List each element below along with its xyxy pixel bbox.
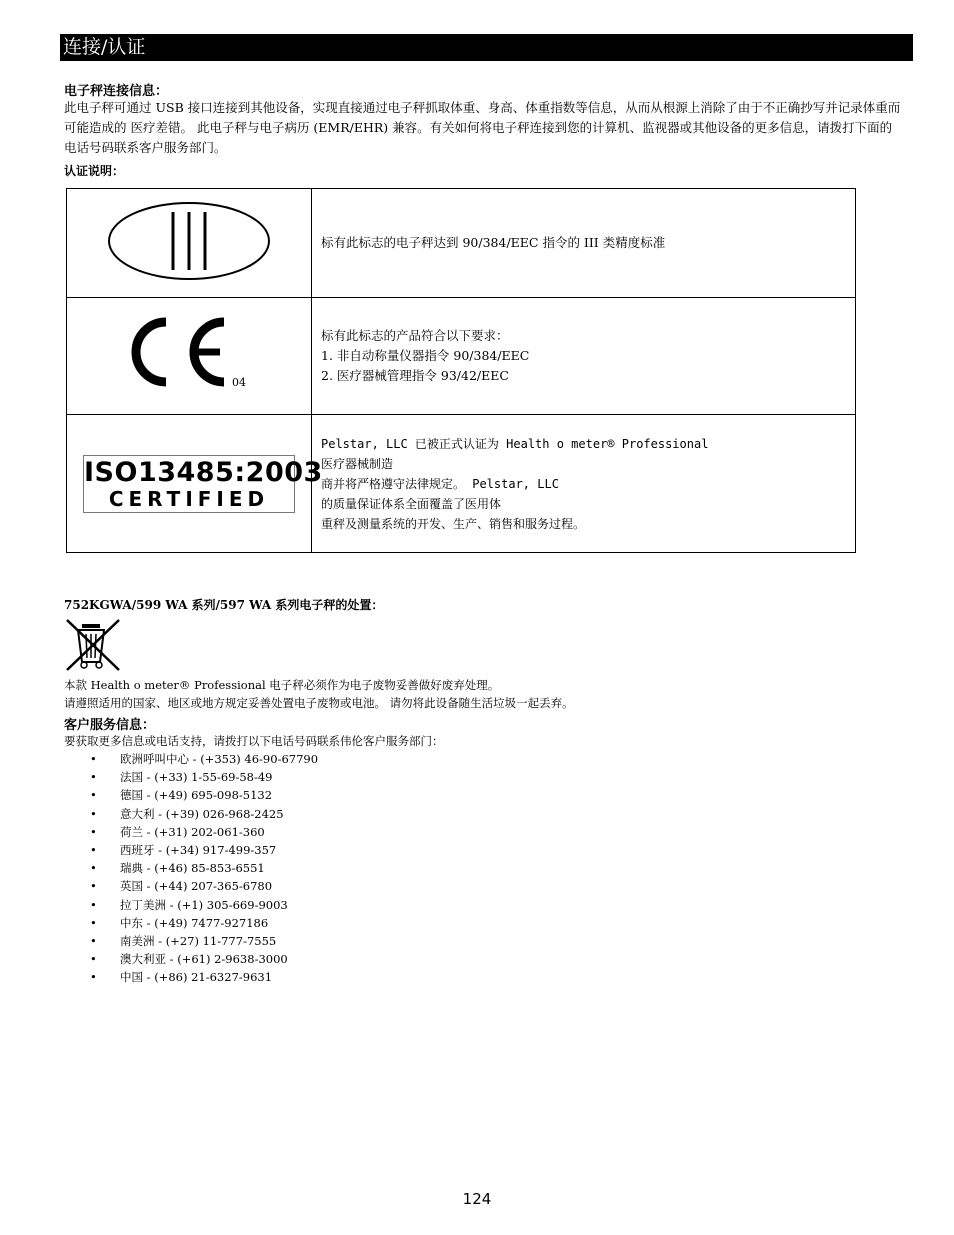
iso-text-line-3: 商并将严格遵守法律规定。 Pelstar, LLC (321, 476, 559, 491)
connection-text: 此电子秤可通过 USB 接口连接到其他设备，实现直接通过电子秤抓取体重、身高、体重指数等信息，从而从根源上消除了由于不正确抄写并记录体重而可能造成的 医疗差错。 此电子秤与电子病历 (EMR/EHR) 兼容。有关如何将电子秤连接到您的计算机、监视器或其他设备的更多信息，请拨打下面的电话号码联系客户服务部门。 (64, 100, 901, 155)
list-item: • 荷兰 - (+31) 202-061-360 (90, 823, 318, 841)
section-title: 连接/认证 (60, 34, 913, 61)
iso-text-line-2: 医疗器械制造 (321, 456, 394, 471)
class3-description: 标有此标志的电子秤达到 90/384/EEC 指令的 III 类精度标准 (312, 189, 856, 298)
page-number: 124 (462, 1190, 492, 1208)
list-item: • 南美洲 - (+27) 11-777-7555 (90, 932, 318, 950)
iso-description (312, 415, 856, 553)
list-item: • 西班牙 - (+34) 917-499-357 (90, 841, 318, 859)
list-item: • 中东 - (+49) 7477-927186 (90, 914, 318, 932)
connection-heading: 电子秤连接信息： (64, 84, 169, 99)
cert-heading: 认证说明： (64, 164, 125, 178)
list-item: • 意大利 - (+39) 026-968-2425 (90, 805, 318, 823)
weee-crossed-bin-icon (64, 618, 122, 672)
disposal-heading: 752KGWA/599 WA 系列/597 WA 系列电子秤的处置： (64, 598, 384, 612)
iso-certified-label: CERTIFIED (108, 486, 270, 511)
ce-logo-cell (67, 298, 312, 415)
service-heading: 客户服务信息： (64, 718, 156, 733)
iso-text-line-5: 重秤及测量系统的开发、生产、销售和服务过程。 (321, 516, 586, 531)
list-item: • 澳大利亚 - (+61) 2-9638-3000 (90, 950, 318, 968)
list-item: • 英国 - (+44) 207-365-6780 (90, 877, 318, 895)
class3-logo-cell (67, 189, 312, 298)
list-item: • 德国 - (+49) 695-098-5132 (90, 786, 318, 804)
list-item: • 中国 - (+86) 21-6327-9631 (90, 968, 318, 986)
iso-text-line-1: Pelstar, LLC 已被正式认证为 Health o meter® Professional (321, 436, 709, 451)
list-item: • 法国 - (+33) 1-55-69-58-49 (90, 768, 318, 786)
ce-intro: 标有此标志的产品符合以下要求： (321, 328, 509, 343)
cert-row-iso (67, 415, 856, 553)
cert-row-class3 (67, 189, 856, 298)
class-iii-oval-icon (107, 200, 271, 282)
cert-row-ce (67, 298, 856, 415)
ce-mark-icon (124, 314, 254, 394)
disposal-line-1: 本款 Health o meter® Professional 电子秤必须作为电子废物妥善做好废弃处理。 (64, 678, 500, 692)
certification-table (66, 188, 856, 553)
iso-logo-cell (67, 415, 323, 553)
ce-subscript: 04 (232, 376, 246, 389)
contact-list (90, 750, 318, 987)
iso-text-line-4: 的质量保证体系全面覆盖了医用体 (321, 496, 502, 511)
list-item: • 拉丁美洲 - (+1) 305-669-9003 (90, 896, 318, 914)
iso-certified-badge (83, 455, 323, 513)
disposal-line-2: 请遵照适用的国家、地区或地方规定妥善处置电子废物或电池。 请勿将此设备随生活垃圾一起丢弃。 (64, 696, 574, 710)
list-item: • 欧洲呼叫中心 - (+353) 46-90-67790 (90, 750, 318, 768)
ce-description (312, 298, 856, 415)
list-item: • 瑞典 - (+46) 85-853-6551 (90, 859, 318, 877)
ce-item-1: 1. 非自动称量仪器指令 90/384/EEC (321, 348, 530, 363)
iso-standard-label: ISO13485:2003 (84, 456, 323, 488)
service-intro: 要获取更多信息或电话支持，请拨打以下电话号码联系伟伦客户服务部门： (64, 734, 444, 748)
ce-item-2: 2. 医疗器械管理指令 93/42/EEC (321, 368, 509, 383)
